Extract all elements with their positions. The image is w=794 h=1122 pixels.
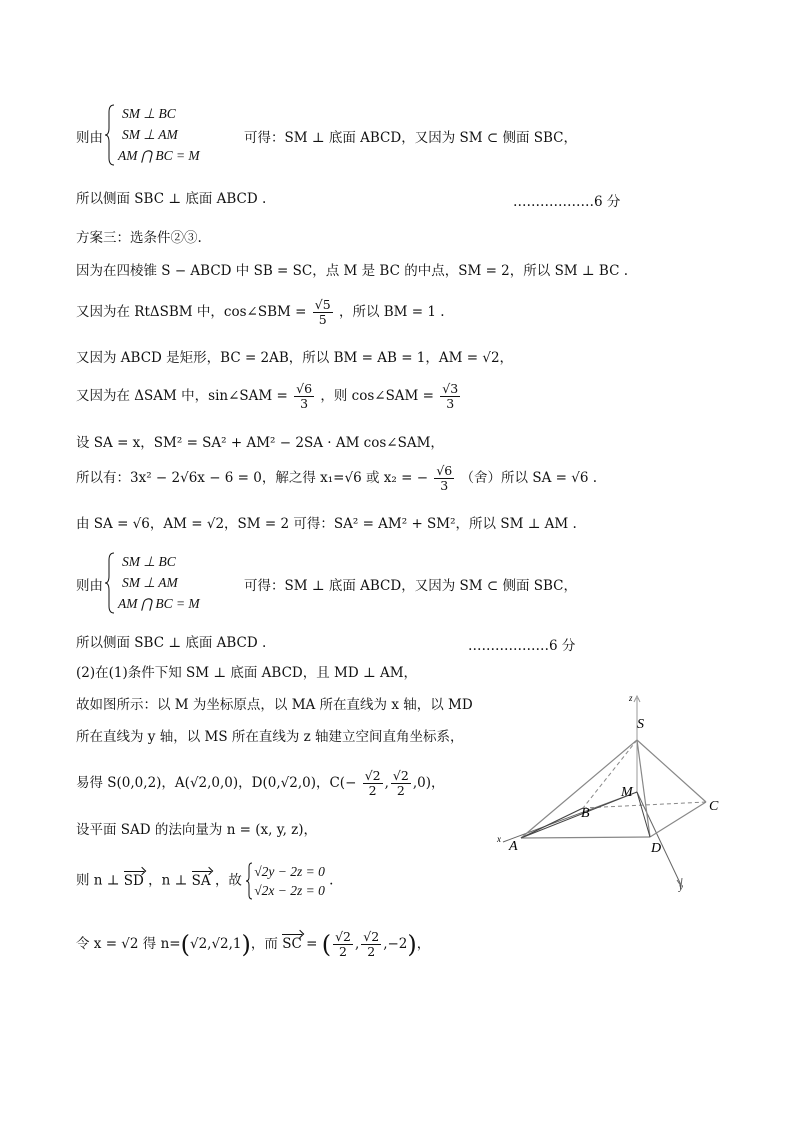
line-a: 因为在四棱锥 S − ABCD 中 SB = SC，点 M 是 BC 的中点，SM = 2，所以 SM ⊥ BC . <box>76 263 628 279</box>
label-y: y <box>679 882 683 892</box>
perp-post: ，故 <box>214 872 242 889</box>
denominator: 5 <box>318 312 327 327</box>
line-b <box>76 298 445 327</box>
coords-pre: 易得 S(0,0,2)，A(√2,0,0)，D(0,√2,0)，C(− <box>76 775 357 791</box>
conclusion-1: 所以侧面 SBC ⊥ 底面 ABCD . <box>76 191 267 207</box>
denominator: 3 <box>446 396 455 411</box>
label-a: A <box>509 839 518 854</box>
denominator: 2 <box>367 944 376 959</box>
system-tail: 可得：SM ⊥ 底面 ABCD，又因为 SM ⊂ 侧面 SBC， <box>244 578 578 594</box>
coords-post: ,0)， <box>412 775 445 791</box>
edge-sd <box>637 740 650 837</box>
paren-open: ( <box>321 930 332 959</box>
system-eq-1: SM ⊥ BC <box>122 106 176 121</box>
label-s: S <box>637 717 644 732</box>
line-b-pre: 又因为在 RtΔSBM 中，cos∠SBM = <box>76 304 307 320</box>
perp-end: . <box>329 872 334 889</box>
last-line: 令 x = √2 得 n=(√2,√2,1)，而 SC = ( $\frac{√2}{2}$ , $\frac{√2}{2}$ ,−2)， <box>76 929 431 959</box>
fraction <box>440 382 460 411</box>
line-d-mid: ，则 cos∠SAM = <box>320 388 434 404</box>
score-2: ………………6 分 <box>468 638 576 654</box>
numerator: √3 <box>442 381 459 396</box>
perp-mid: ，n ⊥ <box>148 872 188 889</box>
last-eq: = <box>306 936 318 952</box>
perp-pre: 则 n ⊥ <box>76 872 120 889</box>
normal-vector-line: 设平面 SAD 的法向量为 n = (x, y, z)， <box>76 822 318 838</box>
line-b-post: ，所以 BM = 1 . <box>338 304 445 320</box>
paren-close: ) <box>407 930 417 959</box>
denominator: 2 <box>368 783 377 798</box>
system-eq-2: SM ⊥ AM <box>122 575 178 590</box>
system-label: 则由 <box>76 578 103 594</box>
normal-vector-value: √2,√2,1 <box>189 936 242 952</box>
segment-am <box>521 792 637 838</box>
line-c: 又因为 ABCD 是矩形，BC = 2AB，所以 BM = AB = 1，AM = √2， <box>76 350 514 366</box>
fraction <box>363 769 383 798</box>
brace-icon <box>105 552 115 614</box>
brace-icon <box>246 862 253 900</box>
part2-line-1: (2)在(1)条件下知 SM ⊥ 底面 ABCD，且 MD ⊥ AM， <box>76 665 418 681</box>
label-d: D <box>651 841 662 856</box>
line-d-pre: 又因为在 ΔSAM 中，sin∠SAM = <box>76 388 288 404</box>
fraction <box>434 464 454 493</box>
perp-line <box>76 862 333 900</box>
part2-line-3: 所在直线为 y 轴，以 MS 所在直线为 z 轴建立空间直角坐标系， <box>76 729 464 745</box>
fraction <box>391 769 411 798</box>
denominator: 2 <box>396 783 405 798</box>
label-m: M <box>621 785 633 800</box>
last-end: ， <box>416 936 431 952</box>
edge-sc <box>637 740 706 802</box>
perp-eq-2: √2x − 2z = 0 <box>254 883 325 898</box>
numerator: √2 <box>363 929 380 944</box>
last-pre: 令 x = √2 得 n= <box>76 936 181 952</box>
edge-cd <box>650 802 706 837</box>
numerator: √2 <box>335 929 351 944</box>
y-axis <box>637 792 681 885</box>
numerator: √2 <box>392 768 409 783</box>
perp-system <box>246 862 325 900</box>
system-eq-3: AM ⋂ BC = M <box>118 596 200 611</box>
label-c: C <box>709 799 719 814</box>
last-mid: ，而 <box>250 936 278 952</box>
plan3-title: 方案三：选条件②③. <box>76 230 202 246</box>
line-f-pre: 所以有：3x² − 2√6x − 6 = 0，解之得 x₁=√6 或 x₂ = − <box>76 470 429 486</box>
brace-icon <box>105 104 115 166</box>
label-x: x <box>497 834 501 844</box>
line-d <box>76 382 462 411</box>
denominator: 3 <box>300 396 309 411</box>
score-1: ………………6 分 <box>513 194 621 210</box>
system-eq-2: SM ⊥ AM <box>122 127 178 142</box>
denominator: 2 <box>339 944 347 959</box>
line-g: 由 SA = √6，AM = √2，SM = 2 可得：SA² = AM² + SM²，所以 SM ⊥ AM . <box>76 516 577 532</box>
vector-sa: SA <box>191 872 211 889</box>
conclusion-2: 所以侧面 SBC ⊥ 底面 ABCD . <box>76 635 267 651</box>
label-b: B <box>581 806 590 821</box>
line-f-post: （舍）所以 SA = √6 . <box>460 470 597 486</box>
numerator: √5 <box>314 297 331 312</box>
system-eq-3: AM ⋂ BC = M <box>118 148 200 163</box>
numerator: √2 <box>364 768 381 783</box>
edge-da <box>521 837 650 838</box>
fraction <box>294 382 314 411</box>
fraction <box>333 930 353 959</box>
fraction <box>313 298 333 327</box>
system-tail: 可得：SM ⊥ 底面 ABCD，又因为 SM ⊂ 侧面 SBC， <box>244 130 578 146</box>
fraction <box>361 930 381 959</box>
perp-eq-1: √2y − 2z = 0 <box>254 864 325 879</box>
system-label: 则由 <box>76 130 103 146</box>
paren-open: ( <box>180 930 190 959</box>
denominator: 3 <box>440 478 449 493</box>
paren-close: ) <box>241 930 251 959</box>
label-z: z <box>629 693 633 703</box>
numerator: √6 <box>296 381 313 396</box>
part2-line-2: 故如图所示：以 M 为坐标原点，以 MA 所在直线为 x 轴，以 MD <box>76 697 473 713</box>
vector-sc: SC <box>282 936 302 952</box>
line-f <box>76 464 597 493</box>
pyramid-figure <box>493 692 743 902</box>
vector-sd: SD <box>123 872 144 889</box>
numerator: √6 <box>436 463 453 478</box>
coords-line: 易得 S(0,0,2)，A(√2,0,0)，D(0,√2,0)，C(− $\frac{√2}{2}$ , $\frac{√2}{2}$ ,0)， <box>76 768 445 798</box>
last-tail: ,−2 <box>383 936 408 952</box>
line-e: 设 SA = x，SM² = SA² + AM² − 2SA · AM cos∠SAM， <box>76 435 444 451</box>
system-eq-1: SM ⊥ BC <box>122 554 176 569</box>
edge-sa <box>521 740 637 838</box>
